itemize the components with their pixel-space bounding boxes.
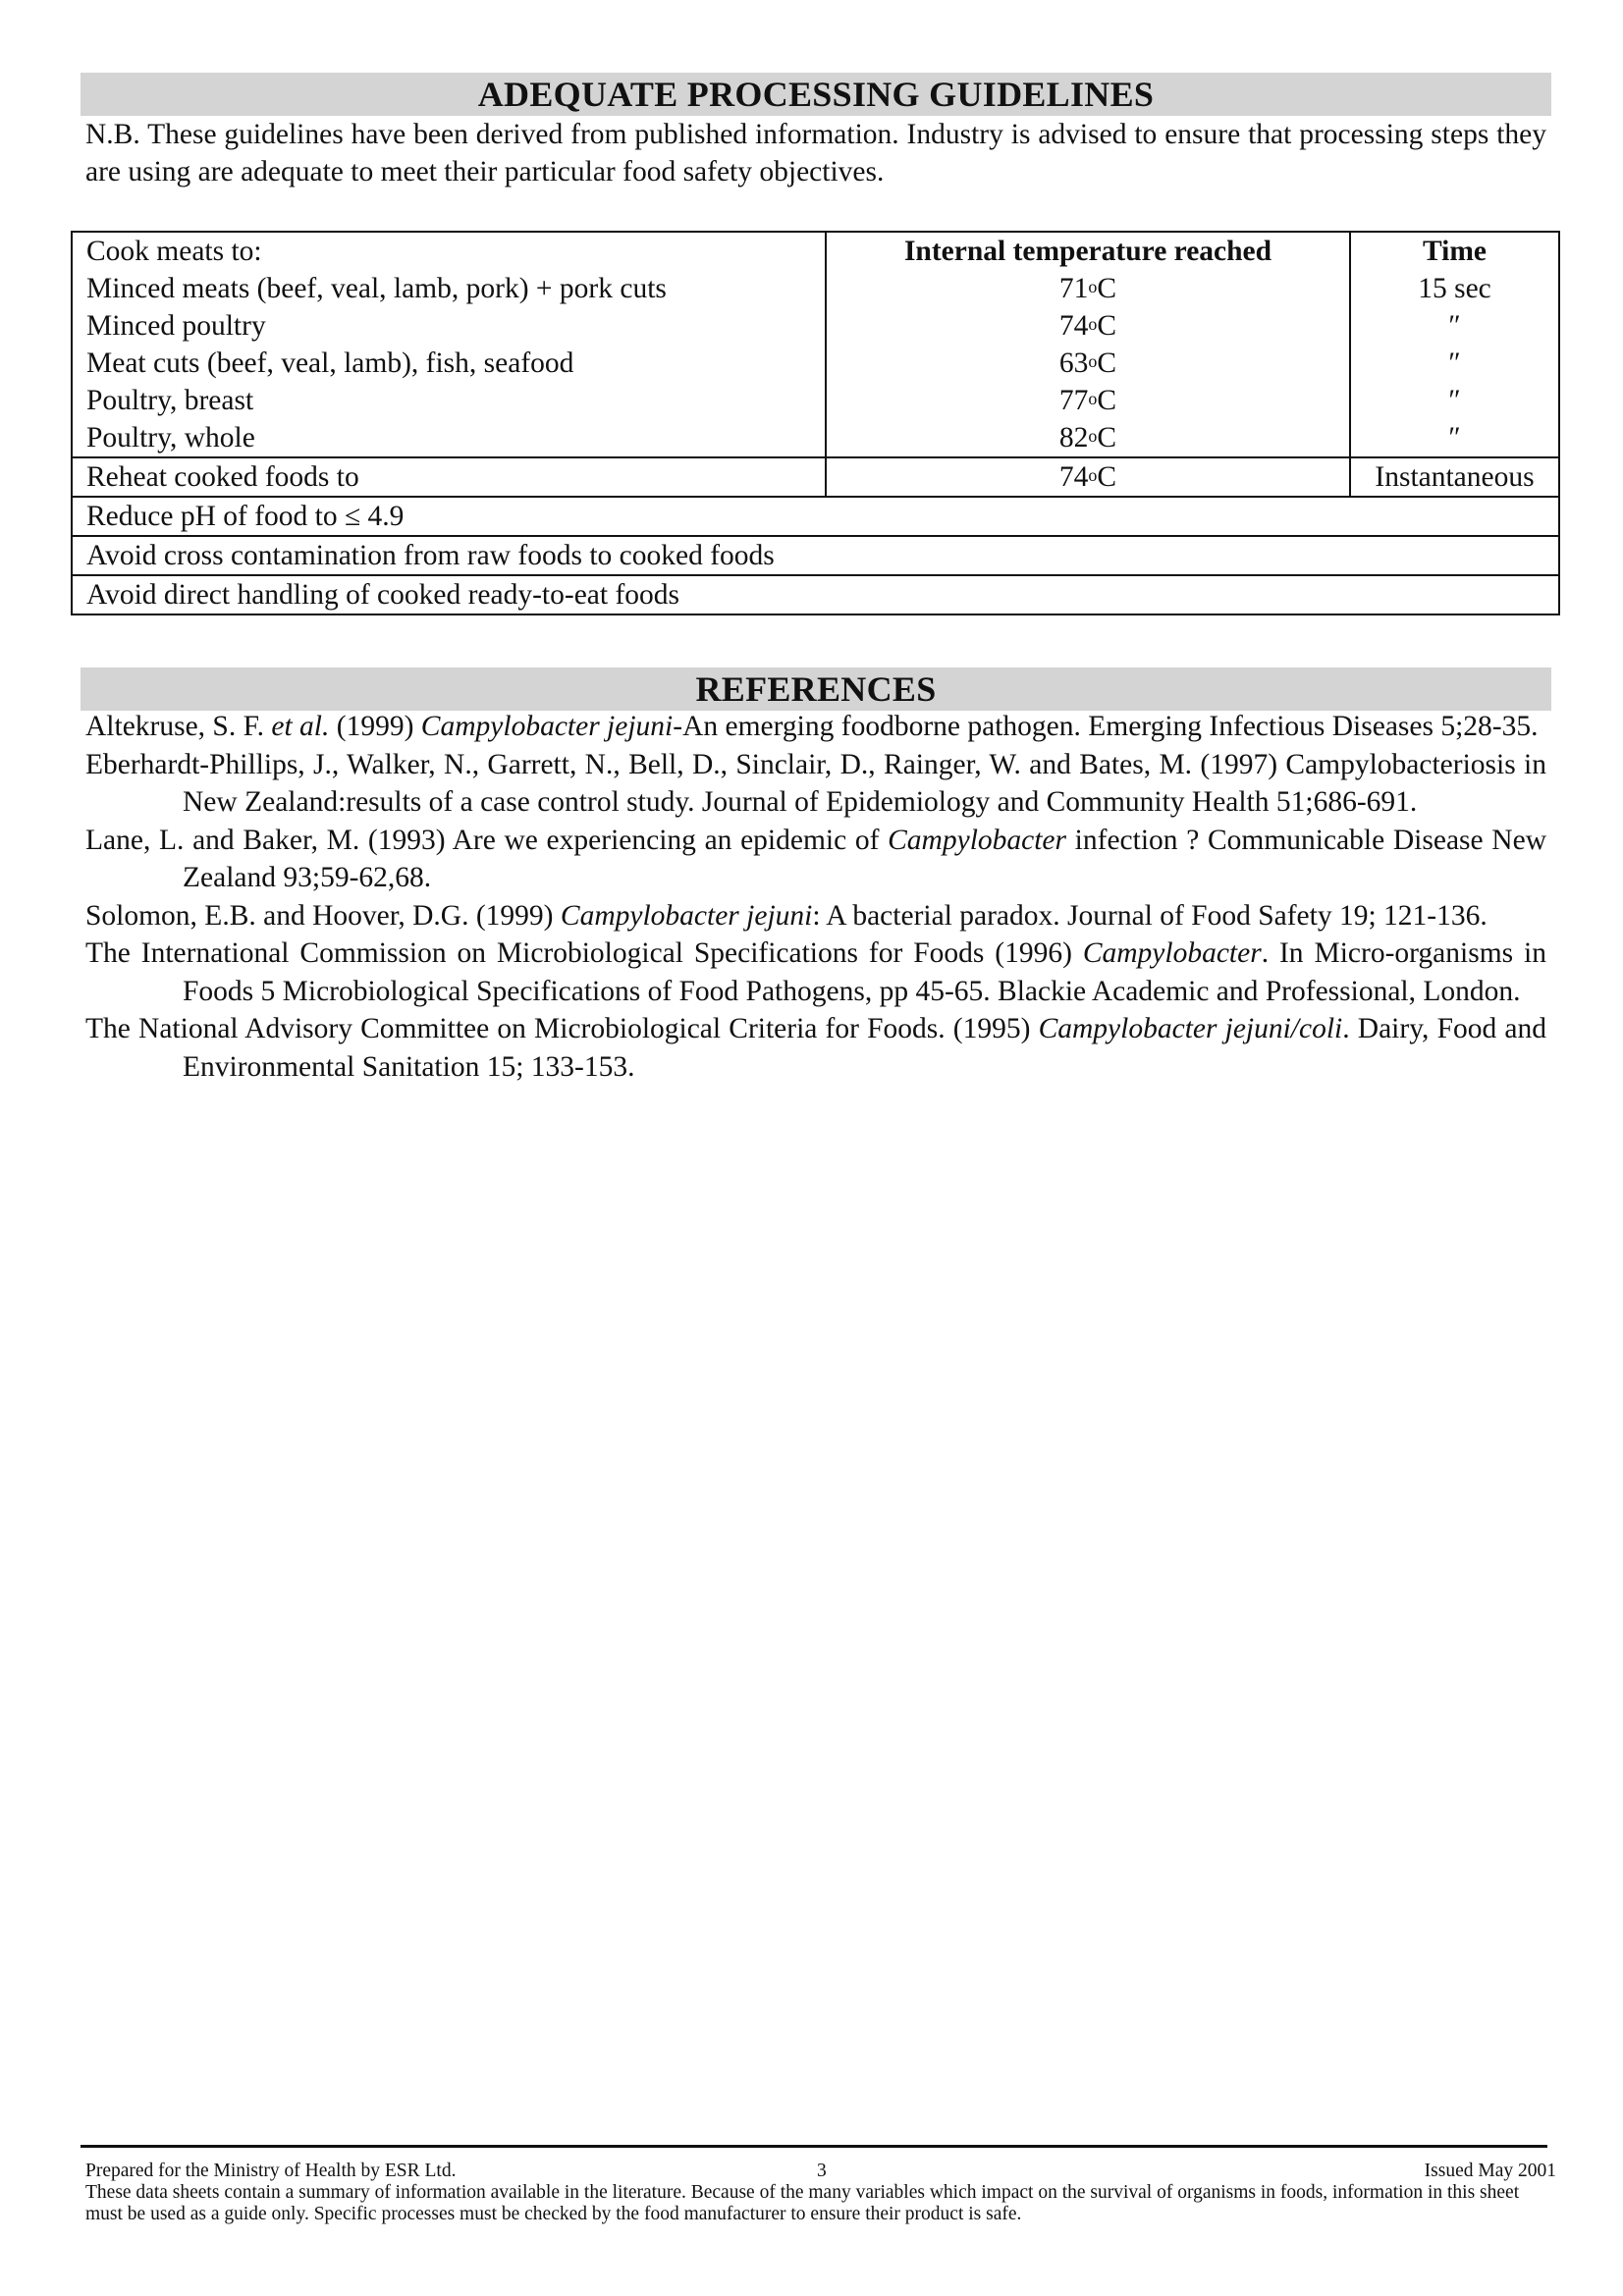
reheat-time: Instantaneous <box>1375 461 1535 493</box>
note-row <box>72 497 1559 536</box>
footer-disclaimer: These data sheets contain a summary of information available in the literature. Because of the many variables which impact on the survival of organisms in foods, information in this sheet must be used as a guide only. Specific processes must be checked by the food manufacturer to ensure their product is safe. <box>85 2182 1520 2224</box>
footer-prepared: Prepared for the Ministry of Health by ESR Ltd. <box>85 2161 457 2181</box>
cook-item: Meat cuts (beef, veal, lamb), fish, seafood <box>86 347 574 379</box>
temperature-unit: C <box>1097 310 1117 342</box>
guidelines-heading: ADEQUATE PROCESSING GUIDELINES <box>81 73 1551 116</box>
cook-meats-group <box>72 232 1559 457</box>
reference-item: Altekruse, S. F. et al. (1999) Campylobacter jejuni-An emerging foodborne pathogen. Emerging Infectious Diseases 5;28-35. <box>85 711 1539 742</box>
references-heading: REFERENCES <box>81 667 1551 711</box>
temperature-unit: C <box>1097 461 1117 493</box>
temperature-value: 77 <box>1058 385 1089 416</box>
cook-item: Minced meats (beef, veal, lamb, pork) + pork cuts <box>86 273 667 304</box>
note-direct-handling: Avoid direct handling of cooked ready-to-eat foods <box>86 579 680 611</box>
temperature-value: 71 <box>1058 273 1089 304</box>
cook-temperature <box>840 382 1335 419</box>
temperature-value: 74 <box>1058 310 1089 342</box>
temperature-unit: C <box>1097 422 1117 454</box>
reference-item: Eberhardt-Phillips, J., Walker, N., Garrett, N., Bell, D., Sinclair, D., Rainger, W. and Bates, M. (1997) Campylobacteriosis in New Zealand:results of a case control study. Journal of Epidemiology and Community Health 51;686-691. <box>85 748 1546 818</box>
cook-temperature <box>840 345 1335 382</box>
processing-guidelines-table <box>71 231 1560 615</box>
reference-item: The National Advisory Committee on Microbiological Criteria for Foods. (1995) Campylobacter jejuni/coli. Dairy, Food and Environmental Sanitation 15; 133-153. <box>85 1013 1546 1083</box>
cook-item: Poultry, breast <box>86 385 254 416</box>
cook-temperature <box>840 270 1335 307</box>
reheat-temperature <box>840 458 1335 496</box>
cook-item: Minced poultry <box>86 310 266 342</box>
degree-mark: o <box>1088 465 1098 485</box>
reference-item: Lane, L. and Baker, M. (1993) Are we experiencing an epidemic of Campylobacter infection ? Communicable Disease New Zealand 93;59-62,68. <box>85 824 1546 893</box>
header-time: Time <box>1422 236 1487 267</box>
degree-mark: o <box>1088 314 1098 334</box>
note-row <box>72 536 1559 575</box>
temperature-column <box>826 232 1350 457</box>
temperature-unit: C <box>1097 385 1117 416</box>
degree-mark: o <box>1088 351 1098 371</box>
guidelines-intro: N.B. These guidelines have been derived from published information. Industry is advised to ensure that processing steps they are using are adequate to meet their particular food safety objectives. <box>85 119 1546 187</box>
temperature-value: 74 <box>1058 461 1089 493</box>
cook-time: ″ <box>1448 347 1461 379</box>
footer-issued: Issued May 2001 <box>1424 2161 1556 2181</box>
degree-mark: o <box>1088 389 1098 408</box>
cook-temperature <box>840 419 1335 456</box>
reheat-item: Reheat cooked foods to <box>86 461 359 493</box>
temperature-value: 63 <box>1058 347 1089 379</box>
note-cross-contamination: Avoid cross contamination from raw foods to cooked foods <box>86 540 775 571</box>
item-column <box>72 232 826 457</box>
page-number: 3 <box>817 2161 827 2181</box>
header-temperature: Internal temperature reached <box>903 236 1272 267</box>
page-footer <box>85 2161 1556 2225</box>
note-row <box>72 575 1559 614</box>
temperature-value: 82 <box>1058 422 1089 454</box>
degree-mark: o <box>1088 426 1098 446</box>
cook-time: ″ <box>1448 422 1461 454</box>
temperature-unit: C <box>1097 347 1117 379</box>
cook-time: ″ <box>1448 310 1461 342</box>
note-ph: Reduce pH of food to ≤ 4.9 <box>86 501 405 532</box>
reheat-row <box>72 457 1559 497</box>
references-list <box>85 708 1546 1086</box>
temperature-unit: C <box>1097 273 1117 304</box>
cook-time: ″ <box>1448 385 1461 416</box>
header-item: Cook meats to: <box>86 236 262 267</box>
time-column <box>1350 232 1559 457</box>
cook-temperature <box>840 307 1335 345</box>
reference-item: Solomon, E.B. and Hoover, D.G. (1999) Campylobacter jejuni: A bacterial paradox. Journal of Food Safety 19; 121-136. <box>85 899 1488 932</box>
cook-item: Poultry, whole <box>86 422 255 454</box>
degree-mark: o <box>1088 277 1098 296</box>
cook-time: 15 sec <box>1418 273 1491 304</box>
reference-item: The International Commission on Microbiological Specifications for Foods (1996) Campylobacter. In Micro-organisms in Foods 5 Microbiological Specifications of Food Pathogens, pp 45-65. Blackie Academic and Professional, London. <box>85 937 1546 1007</box>
footer-divider <box>81 2145 1547 2148</box>
